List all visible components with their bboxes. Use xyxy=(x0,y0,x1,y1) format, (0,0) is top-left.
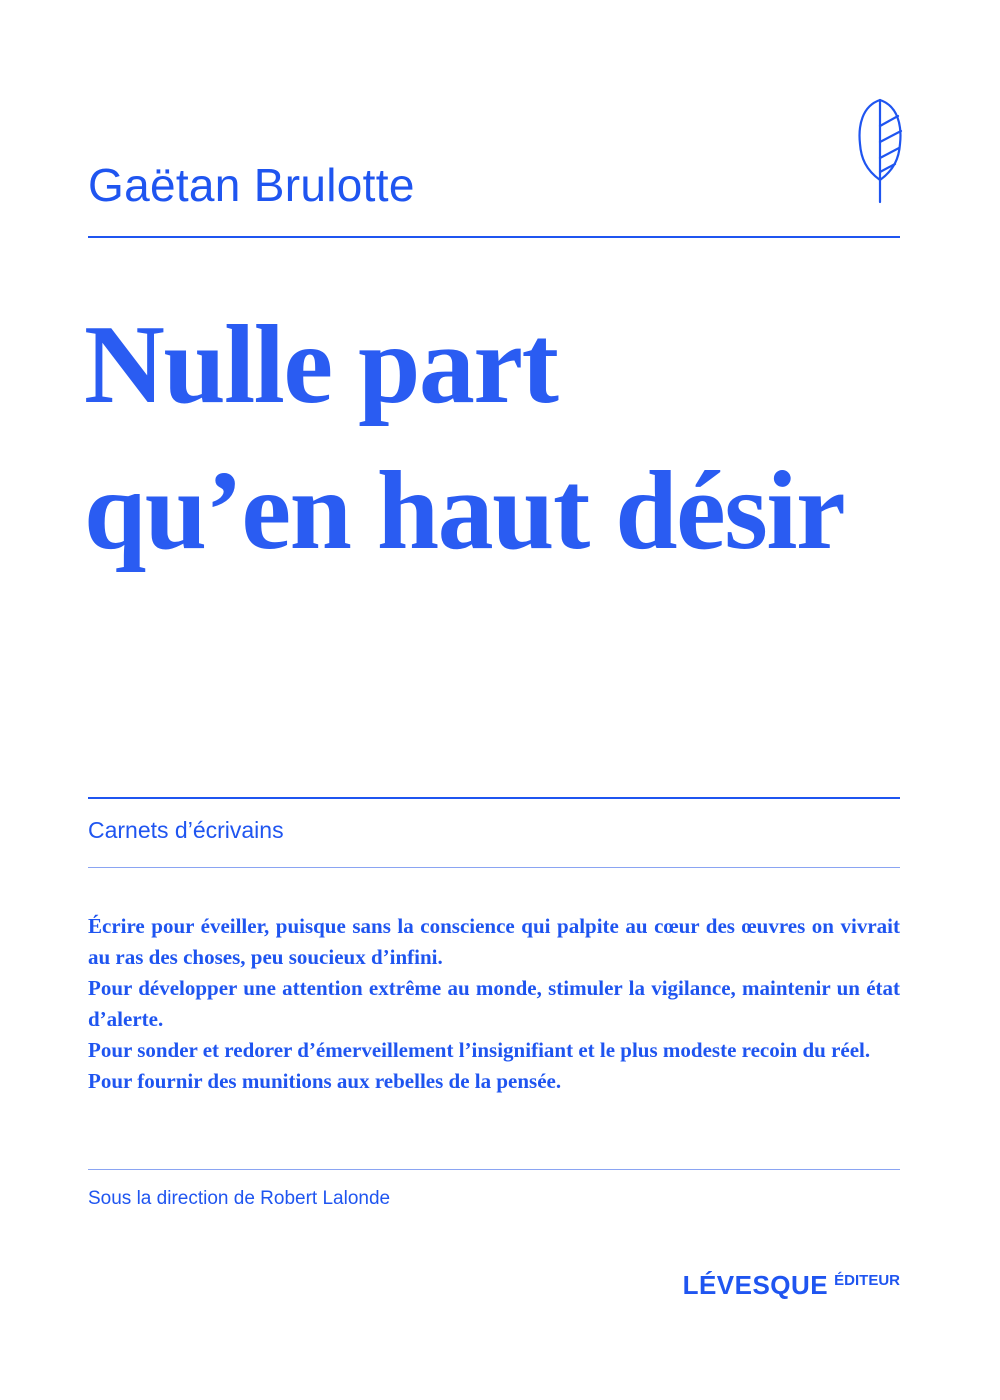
blurb xyxy=(88,911,900,1097)
author-name: Gaëtan Brulotte xyxy=(88,159,415,211)
direction-divider xyxy=(88,1169,900,1170)
top-divider xyxy=(88,236,900,238)
series-director: Sous la direction de Robert Lalonde xyxy=(88,1188,391,1209)
series-top-divider xyxy=(88,797,900,799)
series-name: Carnets d’écrivains xyxy=(88,817,284,843)
blurb-paragraph: Pour fournir des munitions aux rebelles de la pensée. xyxy=(88,1069,562,1093)
publisher-logo xyxy=(683,1270,900,1301)
book-title xyxy=(84,292,964,584)
title-line-1: Nulle part xyxy=(84,303,558,427)
publisher-name: LÉVESQUE xyxy=(682,1270,829,1300)
blurb-paragraph: Pour sonder et redorer d’émerveillement l’insignifiant et le plus modeste recoin du réel. xyxy=(88,1038,871,1062)
publisher-suffix: ÉDITEUR xyxy=(834,1272,900,1289)
blurb-paragraph: Écrire pour éveiller, puisque sans la conscience qui palpite au cœur des œuvres on vivrait au ras des choses, peu soucieux d’infini. xyxy=(88,914,900,969)
title-line-2: qu’en haut désir xyxy=(84,449,845,573)
feather-icon xyxy=(852,96,908,206)
series-bottom-divider xyxy=(88,867,900,868)
blurb-paragraph: Pour développer une attention extrême au monde, stimuler la vigilance, maintenir un état d’alerte. xyxy=(88,976,900,1031)
